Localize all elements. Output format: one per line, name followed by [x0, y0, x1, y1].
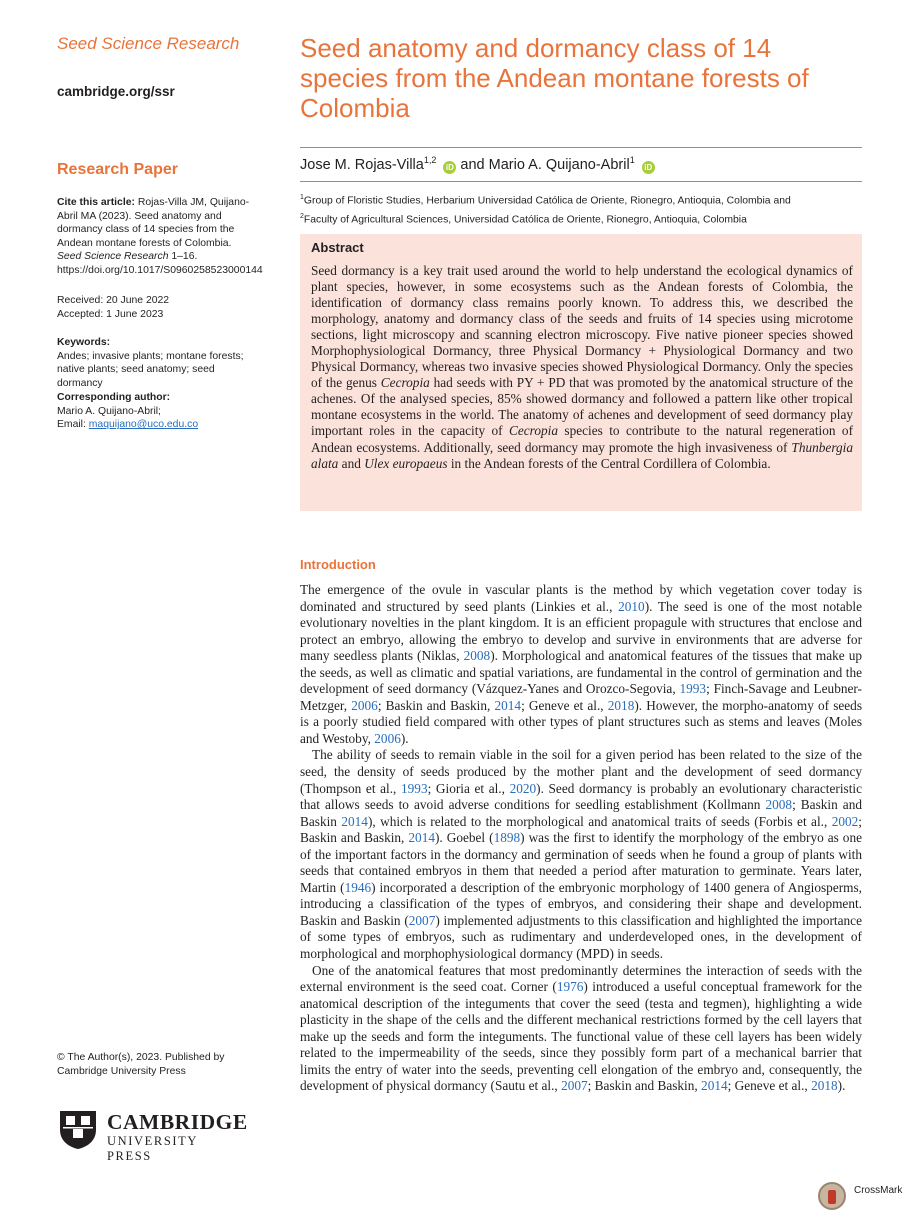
paragraph-text: ; Baskin and Baskin, — [587, 1078, 702, 1094]
university-press-wordmark: UNIVERSITY PRESS — [107, 1134, 198, 1163]
paragraph-text: ). — [837, 1078, 846, 1094]
crossmark-badge[interactable] — [818, 1174, 918, 1200]
cambridge-logo[interactable] — [57, 1108, 248, 1163]
intro-paragraph-3 — [300, 963, 862, 1095]
cite-text-1: Rojas-Villa JM, Quijano-Abril MA (2023). Seed anatomy and dormancy class of 14 species from the Andean montane forests of Colombia. — [57, 197, 250, 249]
authors-divider — [300, 181, 862, 182]
abstract-species: Thunbergia alata — [311, 439, 853, 471]
cite-text-2: 1–16. https://doi.org/10.1017/S0960258523000144 — [57, 251, 263, 276]
paragraph-text: ; Baskin and Baskin, — [377, 697, 495, 713]
author-1[interactable]: Jose M. Rojas-Villa — [300, 156, 424, 173]
citation-link[interactable]: 1993 — [679, 681, 707, 697]
citation-link[interactable]: 1976 — [556, 979, 584, 995]
paragraph-text: ; Finch-Savage and Leubner-Metzger, — [300, 681, 862, 713]
citation-link[interactable]: 2007 — [408, 912, 436, 928]
citation-link[interactable]: 2014 — [341, 813, 368, 829]
citation-link[interactable]: 2020 — [509, 780, 537, 796]
paragraph-text: ). However, the morpho-anatomy of seeds is a poorly studied field compared with other types of plant structures such as stems and leaves (Moles and Westoby, — [300, 697, 862, 746]
paragraph-text: ), which is related to the morphological and anatomical traits of seeds (Forbis et al., — [367, 813, 832, 829]
citation-link[interactable]: 2002 — [831, 813, 859, 829]
abstract-species: Ulex europaeus — [364, 455, 448, 471]
abstract-part: and — [338, 455, 365, 471]
cambridge-shield-icon — [57, 1108, 99, 1150]
affiliation-1-number: 1 — [300, 194, 304, 201]
paragraph-text: ). Morphological and anatomical features of the tissues that make up the seeds, as well as climatic and spatial variations, are fundamental in the control of germination and the development of seed dormancy (Vázquez-Yanes and Orozco-Segovia, — [300, 648, 862, 697]
paragraph-text: ). Seed dormancy is probably an evolutionary characteristic that allows seeds to avoid adverse conditions for seedling establishment (Kollmann — [300, 780, 862, 813]
title-divider — [300, 147, 862, 148]
citation-link[interactable]: 2014 — [701, 1078, 728, 1094]
citation-link[interactable]: 2007 — [561, 1078, 588, 1094]
citation-link[interactable]: 2014 — [494, 697, 522, 713]
citation-link[interactable]: 2006 — [351, 697, 378, 713]
citation-link[interactable]: 2010 — [618, 598, 645, 614]
introduction-heading: Introduction — [300, 557, 376, 572]
citation-link[interactable]: 2008 — [765, 797, 793, 813]
affiliation-2-text: Faculty of Agricultural Sciences, Universidad Católica de Oriente, Rionegro, Antioquia, Colombia — [303, 214, 747, 226]
received-date: Received: 20 June 2022 — [57, 295, 170, 306]
orcid-icon[interactable]: iD — [443, 161, 456, 174]
abstract-part: Seed dormancy is a key trait used around the world to help understand the ecological dynamics of plant species, however, in some ecosystems such as the Andean forests of Colombia, the identification of dormancy class remains poorly known. To address this, we described the morphology, anatomy and dormancy class of the seeds and fruits of 14 species using microtome sections, light microscopy and scanning electron microscopy. Five native pioneer species showed Morphophysiological Dormancy, three Physical Dormancy + Physiological Dormancy and two Physical Dormancy, whereas two invasive species showed Physiological Dormancy. Only the species of the genus — [311, 263, 853, 391]
email-link[interactable]: maquijano@uco.edu.co — [88, 419, 199, 431]
cite-block — [57, 196, 263, 278]
abstract-part: species to contribute to the natural regeneration of Andean ecosystems. Additionally, seed dormancy may promote the high invasiveness of — [311, 423, 853, 455]
affiliations — [300, 190, 860, 228]
paragraph-text: ) implemented adjustments to this classification and highlighted the importance of some types of embryos, such as rudimentary and underdeveloped ones, in the development of morphological and morphophysiological dormancy (MPD) in seeds. — [300, 912, 862, 962]
paragraph-text: ; Baskin and Baskin — [300, 797, 862, 829]
abstract-genus: Cecropia — [380, 375, 430, 391]
citation-link[interactable]: 2008 — [463, 648, 491, 664]
citation-link[interactable]: 2018 — [811, 1078, 838, 1094]
orcid-icon[interactable]: iD — [642, 161, 655, 174]
abstract-heading: Abstract — [311, 240, 364, 255]
introduction-body — [300, 582, 862, 1095]
paragraph-text: ) was the first to identify the morphology of the embryo as one of the important factors in the dormancy and germination of seeds when he found a group of plants with seeds that contained embryos in them that needed a period after maturation to germinate. Years later, Martin ( — [300, 830, 863, 895]
copyright-notice: © The Author(s), 2023. Published by Cambridge University Press — [57, 1052, 225, 1077]
keywords-text: Andes; invasive plants; montane forests; native plants; seed anatomy; seed dormancy — [57, 350, 244, 389]
citation-link[interactable]: 2018 — [607, 697, 635, 713]
author-1-affiliation: 1,2 — [423, 155, 437, 165]
paragraph-text: ; Gioria et al., — [427, 780, 510, 796]
abstract-part: in the Andean forests of the Central Cordillera of Colombia. — [447, 455, 771, 471]
corresponding-label: Corresponding author: — [57, 392, 171, 403]
dates-block — [57, 294, 257, 321]
paragraph-text: One of the anatomical features that most predominantly determines the interaction of seeds with the external environment is the seed coat. Corner ( — [300, 962, 862, 995]
citation-link[interactable]: 2006 — [374, 730, 401, 746]
author-2[interactable]: Mario A. Quijano-Abril — [488, 156, 630, 173]
paragraph-text: ; Geneve et al., — [521, 697, 608, 713]
paragraph-text: ) incorporated a description of the embryonic morphology of 1400 genera of Angiosperms, introducing a classification of the types of embryos, and considering their shape and development. Baskin and Baskin ( — [300, 879, 862, 928]
keywords-label: Keywords: — [57, 337, 111, 348]
abstract-text — [311, 263, 853, 472]
abstract-part: had seeds with PY + PD that was promoted by the anatomical structure of the achenes. Of the analysed species, 85% showed dormancy and followed a pattern like other tropical montane ecosystems in the world. The anatomy of achenes and development of seed dormancy play important roles in the capacity of — [311, 375, 853, 439]
article-type: Research Paper — [57, 161, 178, 178]
journal-url[interactable]: cambridge.org/ssr — [57, 84, 175, 99]
cambridge-wordmark: CAMBRIDGE — [107, 1110, 248, 1134]
article-title: Seed anatomy and dormancy class of 14 species from the Andean montane forests of Colombia — [300, 33, 809, 123]
affiliation-2 — [300, 209, 860, 228]
paragraph-text: ; Baskin and Baskin, — [300, 813, 862, 846]
affiliation-1-text: Group of Floristic Studies, Herbarium Universidad Católica de Oriente, Rionegro, Antioquia, Colombia and — [303, 195, 791, 207]
abstract-genus: Cecropia — [509, 423, 558, 439]
affiliation-1 — [300, 190, 860, 209]
author-2-affiliation: 1 — [629, 155, 635, 165]
paragraph-text: ; Geneve et al., — [727, 1078, 812, 1094]
paragraph-text: ). Goebel ( — [434, 830, 494, 846]
cite-label: Cite this article: — [57, 197, 135, 208]
affiliation-2-number: 2 — [300, 212, 304, 220]
citation-link[interactable]: 1946 — [344, 879, 372, 895]
citation-link[interactable]: 1993 — [401, 780, 428, 796]
paragraph-text: The emergence of the ovule in vascular plants is the method by which vegetation cover today is dominated and structured by seed plants (Linkies et al., — [300, 582, 862, 614]
paragraph-text: ). The seed is one of the most notable evolutionary novelties in the plant kingdom. It is an efficient propagule with structures that enclose and protect an embryo, allowing the embryo to develop and survive in environments that are adverse for many seedless plants (Niklas, — [300, 598, 862, 664]
crossmark-label: CrossMark — [854, 1185, 903, 1196]
paragraph-text: The ability of seeds to remain viable in the soil for a given period has been related to the size of the seed, the density of seeds produced by the mother plant and the development of seed dormancy (Thompson et al., — [300, 747, 862, 796]
crossmark-icon — [818, 1182, 846, 1210]
authors-and: and — [460, 156, 485, 173]
authors-line — [300, 155, 655, 174]
journal-name: Seed Science Research — [57, 34, 240, 53]
corresponding-author-block — [57, 391, 257, 432]
citation-link[interactable]: 1898 — [493, 830, 521, 846]
abstract-box — [300, 234, 862, 511]
email-label: Email: — [57, 419, 86, 431]
intro-paragraph-2 — [300, 747, 862, 962]
paragraph-text: ) introduced a useful conceptual framework for the anatomical description of the integuments that cover the seed (testa and tegmen), highlighting a wide plasticity in the shape of the cells and the different mechanical restrictions formed by the cell layers that make up the seeds and form the integuments. The functional value of these cell layers has been widely related to the impermeability of the seeds, since they possibly form part of a mechanical barrier that limits the entry of water into the seeds, preventing cell elongation of the embryo and, consequently, the development of physical dormancy (Sautu et al., — [300, 979, 862, 1094]
cite-journal: Seed Science Research — [57, 251, 169, 263]
paragraph-text: ). — [400, 730, 409, 746]
citation-link[interactable]: 2014 — [408, 830, 435, 846]
intro-paragraph-1 — [300, 582, 862, 747]
keywords-block — [57, 336, 257, 390]
corresponding-name: Mario A. Quijano-Abril; — [57, 405, 161, 417]
accepted-date: Accepted: 1 June 2023 — [57, 308, 164, 320]
